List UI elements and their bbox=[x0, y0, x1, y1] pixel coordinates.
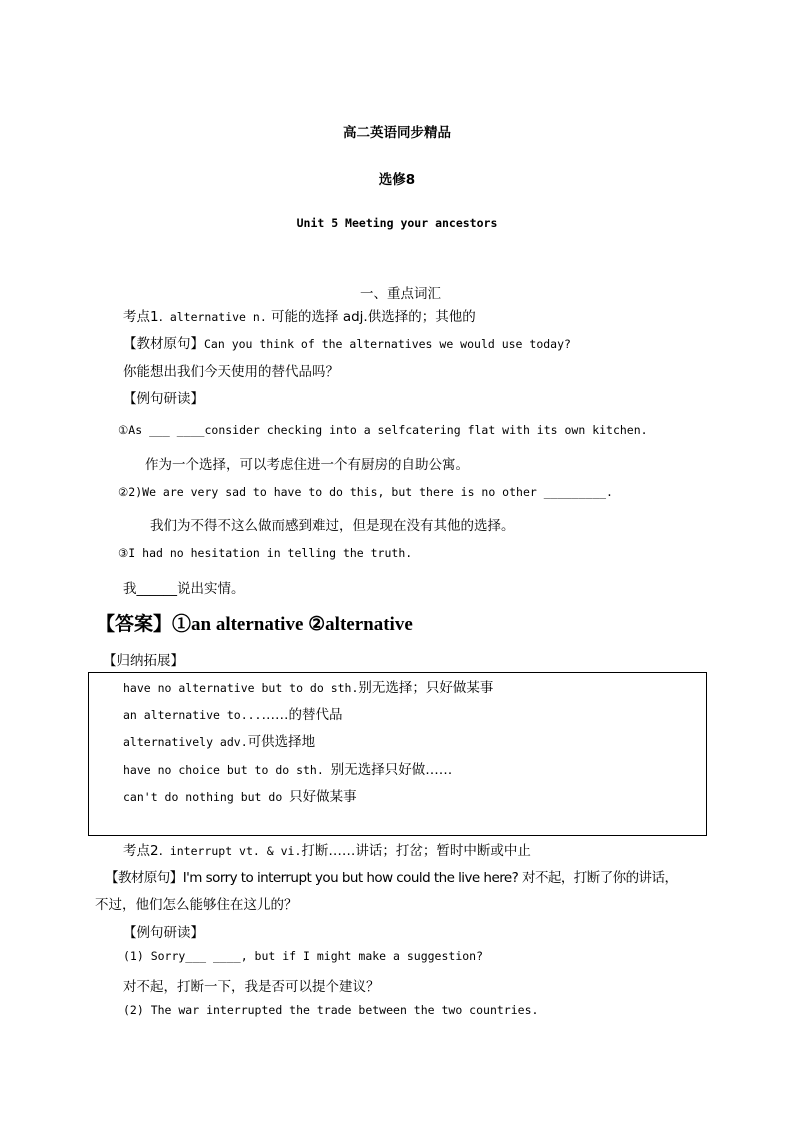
summary-item-en: have no alternative but to do sth. bbox=[123, 681, 359, 695]
point2-original-line1: 【教材原句】I'm sorry to interrupt you but how could the live here? 对不起，打断了你的讲话， bbox=[105, 870, 678, 886]
point2-label: 考点2. bbox=[123, 843, 163, 859]
summary-item-en: can't do nothing but do bbox=[123, 790, 290, 804]
point2-examples-label: 【例句研读】 bbox=[123, 925, 204, 941]
original-en: Can you think of the alternatives we would use today? bbox=[204, 337, 571, 351]
point1-original-translation: 你能想出我们今天使用的替代品吗？ bbox=[123, 364, 339, 380]
example-2-cn: 我们为不得不这么做而感到难过，但是现在没有其他的选择。 bbox=[150, 518, 515, 534]
summary-item-cn: 可供选择地 bbox=[247, 734, 316, 750]
point1-original-sentence bbox=[123, 332, 571, 353]
point2-example-1-en: (1) Sorry___ ____, but if I might make a suggestion? bbox=[123, 949, 484, 963]
summary-item bbox=[123, 730, 315, 751]
point2-meaning: 打断……讲话；打岔；暂时中断或中止 bbox=[301, 843, 531, 859]
summary-item-en: have no choice but to do sth. bbox=[123, 763, 331, 777]
example-1-cn: 作为一个选择，可以考虑住进一个有厨房的自助公寓。 bbox=[145, 457, 469, 473]
example-1-en: ①As ___ ____consider checking into a selfcatering flat with its own kitchen. bbox=[118, 423, 648, 437]
document-title: 高二英语同步精品 bbox=[343, 125, 451, 141]
summary-item-cn: 别无选择只好做…… bbox=[330, 762, 453, 778]
summary-item bbox=[123, 676, 493, 697]
point1-word: alternative n. bbox=[162, 310, 267, 324]
summary-item-cn: 只好做某事 bbox=[289, 789, 357, 805]
example-3-cn: 我______说出实情。 bbox=[123, 581, 245, 597]
unit-heading: Unit 5 Meeting your ancestors bbox=[296, 216, 498, 230]
section-heading: 一、重点词汇 bbox=[360, 286, 441, 302]
point2-original-line2: 不过，他们怎么能够住在这儿的？ bbox=[95, 897, 298, 913]
summary-item bbox=[123, 785, 357, 806]
example-2-en: ②2)We are very sad to have to do this, but there is no other _________. bbox=[118, 485, 613, 499]
summary-item bbox=[123, 758, 452, 779]
point1-meaning: 可能的选择 adj.供选择的；其他的 bbox=[266, 309, 476, 325]
document-subtitle: 选修8 bbox=[378, 172, 416, 188]
summary-item bbox=[123, 703, 342, 724]
point2-example-2-en: (2) The war interrupted the trade between the two countries. bbox=[123, 1003, 539, 1017]
point1-examples-label: 【例句研读】 bbox=[123, 391, 204, 407]
point2-heading bbox=[123, 839, 531, 860]
point1-heading bbox=[123, 305, 476, 326]
summary-item-cn: ……的替代品 bbox=[261, 707, 343, 723]
summary-label: 【归纳拓展】 bbox=[103, 653, 184, 669]
original-label: 【教材原句】 bbox=[123, 336, 204, 352]
point2-word: interrupt vt. & vi. bbox=[162, 844, 302, 858]
example-3-en: ③I had no hesitation in telling the truth. bbox=[118, 546, 413, 560]
point1-label: 考点1. bbox=[123, 309, 163, 325]
summary-item-en: an alternative to... bbox=[123, 708, 262, 722]
answer-line: 【答案】①an alternative ②alternative bbox=[96, 614, 413, 635]
point2-example-1-cn: 对不起，打断一下，我是否可以提个建议？ bbox=[123, 979, 380, 995]
summary-item-cn: 别无选择；只好做某事 bbox=[358, 680, 494, 696]
summary-item-en: alternatively adv. bbox=[123, 735, 248, 749]
